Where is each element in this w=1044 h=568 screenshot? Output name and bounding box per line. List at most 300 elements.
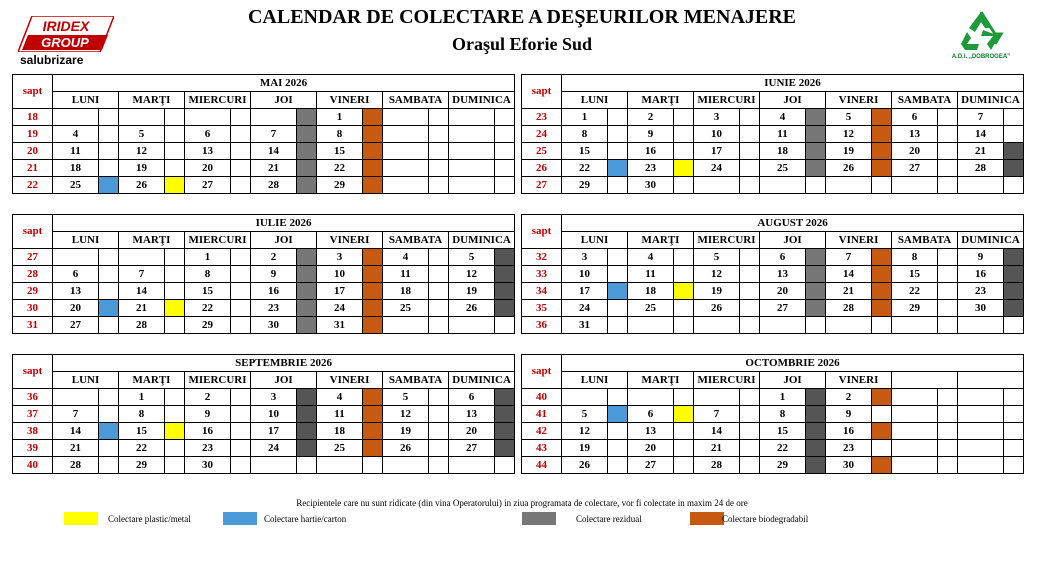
day-cell — [958, 177, 1004, 194]
day-cell: 15 — [892, 266, 938, 283]
collection-marker — [806, 283, 826, 300]
day-cell: 19 — [562, 440, 608, 457]
collection-marker — [1004, 143, 1024, 160]
collection-marker — [608, 440, 628, 457]
collection-marker — [740, 300, 760, 317]
collection-marker — [231, 406, 251, 423]
collection-marker — [740, 126, 760, 143]
collection-marker — [495, 109, 515, 126]
month-block — [521, 74, 1024, 194]
collection-marker — [1004, 457, 1024, 474]
day-cell: 15 — [317, 143, 363, 160]
collection-marker — [297, 143, 317, 160]
day-cell — [958, 406, 1004, 423]
day-cell: 17 — [317, 283, 363, 300]
month-title: IUNIE 2026 — [562, 75, 1024, 92]
collection-marker — [495, 249, 515, 266]
day-cell: 31 — [562, 317, 608, 334]
collection-marker — [1004, 126, 1024, 143]
collection-marker — [938, 160, 958, 177]
day-cell: 8 — [317, 126, 363, 143]
day-cell: 8 — [760, 406, 806, 423]
collection-marker — [806, 389, 826, 406]
day-cell: 26 — [383, 440, 429, 457]
day-cell — [958, 317, 1004, 334]
collection-marker — [495, 389, 515, 406]
day-cell: 25 — [53, 177, 99, 194]
day-cell: 21 — [53, 440, 99, 457]
day-cell: 14 — [694, 423, 740, 440]
day-cell: 19 — [383, 423, 429, 440]
collection-marker — [297, 317, 317, 334]
collection-marker — [231, 266, 251, 283]
collection-marker — [608, 266, 628, 283]
collection-marker — [297, 457, 317, 474]
week-header: sapt — [13, 75, 53, 109]
collection-marker — [99, 317, 119, 334]
collection-marker — [297, 177, 317, 194]
day-cell: 3 — [317, 249, 363, 266]
day-cell — [694, 317, 740, 334]
month-block — [12, 354, 515, 474]
day-cell: 22 — [185, 300, 231, 317]
collection-marker — [165, 249, 185, 266]
legend-label: Colectare hartie/carton — [264, 514, 347, 524]
week-number: 44 — [522, 457, 562, 474]
day-name-header: DUMINICA — [958, 92, 1024, 109]
day-cell — [958, 457, 1004, 474]
day-cell — [760, 177, 806, 194]
day-cell — [119, 109, 165, 126]
day-cell — [449, 143, 495, 160]
collection-marker — [608, 300, 628, 317]
day-cell: 2 — [251, 249, 297, 266]
day-cell: 15 — [562, 143, 608, 160]
collection-marker — [429, 423, 449, 440]
collection-marker — [231, 457, 251, 474]
day-cell: 1 — [760, 389, 806, 406]
day-cell — [449, 177, 495, 194]
week-number: 23 — [522, 109, 562, 126]
collection-marker — [165, 266, 185, 283]
day-name-header: SAMBATA — [892, 92, 958, 109]
month-block — [521, 214, 1024, 334]
week-number: 38 — [13, 423, 53, 440]
day-name-header: JOI — [760, 232, 826, 249]
collection-marker — [872, 249, 892, 266]
collection-marker — [429, 143, 449, 160]
collection-marker — [1004, 423, 1024, 440]
week-row — [522, 249, 1024, 266]
day-cell: 11 — [628, 266, 674, 283]
day-cell — [119, 249, 165, 266]
collection-marker — [99, 283, 119, 300]
day-name-header: SAMBATA — [892, 232, 958, 249]
collection-marker — [165, 109, 185, 126]
month-table — [12, 74, 515, 194]
collection-marker — [740, 266, 760, 283]
day-cell: 26 — [694, 300, 740, 317]
collection-marker — [99, 177, 119, 194]
day-cell: 4 — [317, 389, 363, 406]
legend-swatch — [223, 512, 257, 525]
day-cell — [694, 177, 740, 194]
collection-marker — [429, 389, 449, 406]
day-cell: 22 — [562, 160, 608, 177]
day-cell: 2 — [628, 109, 674, 126]
week-row — [522, 126, 1024, 143]
day-cell: 28 — [958, 160, 1004, 177]
day-cell: 18 — [383, 283, 429, 300]
week-row — [522, 177, 1024, 194]
day-cell: 5 — [694, 249, 740, 266]
collection-marker — [872, 126, 892, 143]
day-name-header: DUMINICA — [449, 372, 515, 389]
day-cell — [383, 143, 429, 160]
month-block — [12, 74, 515, 194]
week-header: sapt — [13, 355, 53, 389]
day-cell: 23 — [185, 440, 231, 457]
day-cell: 29 — [119, 457, 165, 474]
collection-marker — [674, 440, 694, 457]
week-number: 27 — [13, 249, 53, 266]
day-cell: 27 — [628, 457, 674, 474]
day-cell: 10 — [694, 126, 740, 143]
day-cell — [251, 457, 297, 474]
day-name-header: JOI — [760, 372, 826, 389]
collection-marker — [806, 457, 826, 474]
day-cell: 19 — [449, 283, 495, 300]
collection-marker — [429, 126, 449, 143]
collection-marker — [231, 389, 251, 406]
day-name-header: DUMINICA — [449, 92, 515, 109]
week-header: sapt — [522, 215, 562, 249]
week-number: 33 — [522, 266, 562, 283]
collection-marker — [363, 249, 383, 266]
day-cell: 13 — [892, 126, 938, 143]
day-cell: 16 — [628, 143, 674, 160]
logo-line1: IRIDEX — [42, 18, 90, 34]
legend-swatch — [64, 512, 98, 525]
day-name-header: JOI — [251, 372, 317, 389]
collection-marker — [297, 126, 317, 143]
collection-marker — [363, 177, 383, 194]
day-cell: 6 — [628, 406, 674, 423]
day-cell: 10 — [562, 266, 608, 283]
day-cell: 7 — [53, 406, 99, 423]
day-name-header: JOI — [251, 92, 317, 109]
day-cell: 30 — [826, 457, 872, 474]
day-cell — [185, 109, 231, 126]
collection-marker — [363, 109, 383, 126]
day-cell: 8 — [562, 126, 608, 143]
day-name-header: MIERCURI — [694, 92, 760, 109]
collection-marker — [608, 389, 628, 406]
collection-marker — [740, 177, 760, 194]
day-cell — [892, 389, 938, 406]
day-name-header: MARŢI — [119, 372, 185, 389]
month-table — [521, 354, 1024, 474]
day-cell: 20 — [449, 423, 495, 440]
collection-marker — [165, 423, 185, 440]
collection-marker — [938, 423, 958, 440]
day-cell: 29 — [760, 457, 806, 474]
day-cell: 3 — [562, 249, 608, 266]
day-cell — [958, 423, 1004, 440]
week-number: 28 — [13, 266, 53, 283]
day-cell: 30 — [185, 457, 231, 474]
day-cell: 26 — [449, 300, 495, 317]
collection-marker — [231, 249, 251, 266]
collection-marker — [231, 283, 251, 300]
collection-marker — [1004, 160, 1024, 177]
collection-marker — [674, 283, 694, 300]
day-cell: 28 — [119, 317, 165, 334]
adi-logo — [940, 10, 1022, 64]
adi-logo-text: A.D.I. „DOBROGEA” — [951, 54, 1011, 60]
day-name-header: JOI — [251, 232, 317, 249]
day-name-header: MARŢI — [628, 232, 694, 249]
collection-marker — [99, 300, 119, 317]
collection-marker — [429, 300, 449, 317]
day-cell: 17 — [251, 423, 297, 440]
collection-marker — [740, 160, 760, 177]
collection-marker — [363, 266, 383, 283]
week-number: 29 — [13, 283, 53, 300]
recycle-icon — [955, 10, 1007, 52]
day-cell: 18 — [760, 143, 806, 160]
day-cell — [383, 457, 429, 474]
collection-marker — [231, 300, 251, 317]
collection-marker — [99, 406, 119, 423]
day-cell — [383, 160, 429, 177]
day-name-header: VINERI — [826, 372, 892, 389]
day-cell: 12 — [694, 266, 740, 283]
day-cell: 14 — [958, 126, 1004, 143]
collection-marker — [740, 143, 760, 160]
day-cell: 20 — [892, 143, 938, 160]
day-cell: 14 — [53, 423, 99, 440]
collection-marker — [99, 126, 119, 143]
day-cell: 4 — [383, 249, 429, 266]
collection-marker — [608, 457, 628, 474]
day-cell: 10 — [317, 266, 363, 283]
week-number: 35 — [522, 300, 562, 317]
week-row — [13, 109, 515, 126]
collection-marker — [1004, 266, 1024, 283]
day-name-header: LUNI — [562, 92, 628, 109]
week-row — [13, 440, 515, 457]
day-cell: 17 — [562, 283, 608, 300]
day-name-header: MIERCURI — [694, 232, 760, 249]
collection-marker — [608, 423, 628, 440]
collection-marker — [363, 317, 383, 334]
day-cell: 28 — [826, 300, 872, 317]
collection-marker — [363, 126, 383, 143]
collection-marker — [495, 283, 515, 300]
collection-marker — [297, 300, 317, 317]
collection-marker — [740, 406, 760, 423]
week-number: 18 — [13, 109, 53, 126]
day-cell: 18 — [53, 160, 99, 177]
day-cell: 22 — [317, 160, 363, 177]
day-cell — [449, 109, 495, 126]
collection-marker — [608, 249, 628, 266]
collection-marker — [674, 457, 694, 474]
collection-marker — [495, 160, 515, 177]
collection-marker — [99, 457, 119, 474]
collection-marker — [938, 300, 958, 317]
day-cell: 21 — [119, 300, 165, 317]
collection-marker — [495, 423, 515, 440]
day-cell: 20 — [628, 440, 674, 457]
day-cell: 24 — [562, 300, 608, 317]
day-cell: 12 — [449, 266, 495, 283]
day-cell: 11 — [53, 143, 99, 160]
day-cell — [628, 389, 674, 406]
day-cell: 15 — [185, 283, 231, 300]
week-number: 41 — [522, 406, 562, 423]
collection-marker — [872, 423, 892, 440]
day-cell: 4 — [53, 126, 99, 143]
week-row — [13, 283, 515, 300]
collection-marker — [1004, 406, 1024, 423]
week-row — [522, 143, 1024, 160]
collection-marker — [674, 143, 694, 160]
collection-marker — [363, 389, 383, 406]
collection-marker — [608, 143, 628, 160]
collection-marker — [429, 109, 449, 126]
collection-marker — [674, 249, 694, 266]
collection-marker — [165, 283, 185, 300]
day-cell: 24 — [694, 160, 740, 177]
day-name-header: MIERCURI — [185, 92, 251, 109]
day-cell: 23 — [958, 283, 1004, 300]
day-cell: 11 — [760, 126, 806, 143]
collection-marker — [1004, 249, 1024, 266]
day-cell: 9 — [826, 406, 872, 423]
collection-marker — [363, 457, 383, 474]
day-cell: 28 — [694, 457, 740, 474]
legend-label: Colectare rezidual — [576, 514, 642, 524]
day-name-header: MARŢI — [628, 92, 694, 109]
day-name-header: LUNI — [53, 92, 119, 109]
day-cell: 30 — [251, 317, 297, 334]
month-block — [12, 214, 515, 334]
collection-marker — [99, 109, 119, 126]
day-cell: 18 — [317, 423, 363, 440]
day-cell: 3 — [251, 389, 297, 406]
week-row — [13, 177, 515, 194]
day-cell — [892, 457, 938, 474]
collection-marker — [495, 300, 515, 317]
day-cell — [53, 389, 99, 406]
day-cell: 22 — [760, 440, 806, 457]
collection-marker — [872, 177, 892, 194]
day-cell: 19 — [119, 160, 165, 177]
collection-marker — [938, 406, 958, 423]
day-cell: 27 — [449, 440, 495, 457]
day-cell: 28 — [53, 457, 99, 474]
collection-marker — [495, 406, 515, 423]
month-table — [521, 74, 1024, 194]
day-cell: 5 — [449, 249, 495, 266]
day-name-header — [892, 372, 958, 389]
legend-note: Recipientele care nu sunt ridicate (din vina Operatorului) in ziua programata de colectare, vor fi colectate in maxim 24 de ore — [296, 498, 748, 508]
collection-marker — [297, 440, 317, 457]
collection-marker — [297, 109, 317, 126]
week-row — [13, 423, 515, 440]
day-cell — [383, 177, 429, 194]
week-row — [522, 457, 1024, 474]
day-name-header: SAMBATA — [383, 372, 449, 389]
week-header: sapt — [13, 215, 53, 249]
logo-line2: GROUP — [41, 35, 89, 50]
day-cell: 1 — [562, 109, 608, 126]
collection-marker — [872, 266, 892, 283]
collection-marker — [806, 406, 826, 423]
day-cell: 12 — [383, 406, 429, 423]
day-cell: 20 — [185, 160, 231, 177]
collection-marker — [608, 406, 628, 423]
collection-marker — [740, 423, 760, 440]
day-cell — [449, 126, 495, 143]
collection-marker — [938, 317, 958, 334]
collection-marker — [165, 143, 185, 160]
day-name-header: LUNI — [53, 372, 119, 389]
collection-marker — [429, 317, 449, 334]
day-cell: 20 — [760, 283, 806, 300]
day-cell: 12 — [562, 423, 608, 440]
day-name-header: DUMINICA — [958, 232, 1024, 249]
collection-marker — [165, 126, 185, 143]
collection-marker — [806, 160, 826, 177]
day-name-header: MARŢI — [119, 232, 185, 249]
week-row — [13, 300, 515, 317]
collection-marker — [429, 160, 449, 177]
collection-marker — [495, 457, 515, 474]
collection-marker — [231, 143, 251, 160]
day-cell: 5 — [562, 406, 608, 423]
day-cell: 15 — [760, 423, 806, 440]
collection-marker — [872, 300, 892, 317]
collection-marker — [1004, 389, 1024, 406]
legend-label: Colectare biodegradabil — [722, 514, 809, 524]
day-cell: 5 — [826, 109, 872, 126]
day-cell — [826, 177, 872, 194]
collection-marker — [1004, 300, 1024, 317]
collection-marker — [429, 266, 449, 283]
day-cell: 29 — [562, 177, 608, 194]
collection-marker — [1004, 440, 1024, 457]
day-cell: 16 — [251, 283, 297, 300]
collection-marker — [429, 177, 449, 194]
legend-swatch — [522, 512, 556, 525]
month-title: OCTOMBRIE 2026 — [562, 355, 1024, 372]
day-cell: 12 — [826, 126, 872, 143]
week-row — [522, 283, 1024, 300]
week-number: 30 — [13, 300, 53, 317]
page-title: CALENDAR DE COLECTARE A DEŞEURILOR MENAJERE — [247, 6, 797, 28]
day-cell: 28 — [251, 177, 297, 194]
day-cell: 2 — [185, 389, 231, 406]
day-cell — [694, 389, 740, 406]
day-cell — [53, 249, 99, 266]
week-row — [13, 389, 515, 406]
day-cell: 1 — [317, 109, 363, 126]
collection-marker — [608, 317, 628, 334]
collection-marker — [297, 283, 317, 300]
